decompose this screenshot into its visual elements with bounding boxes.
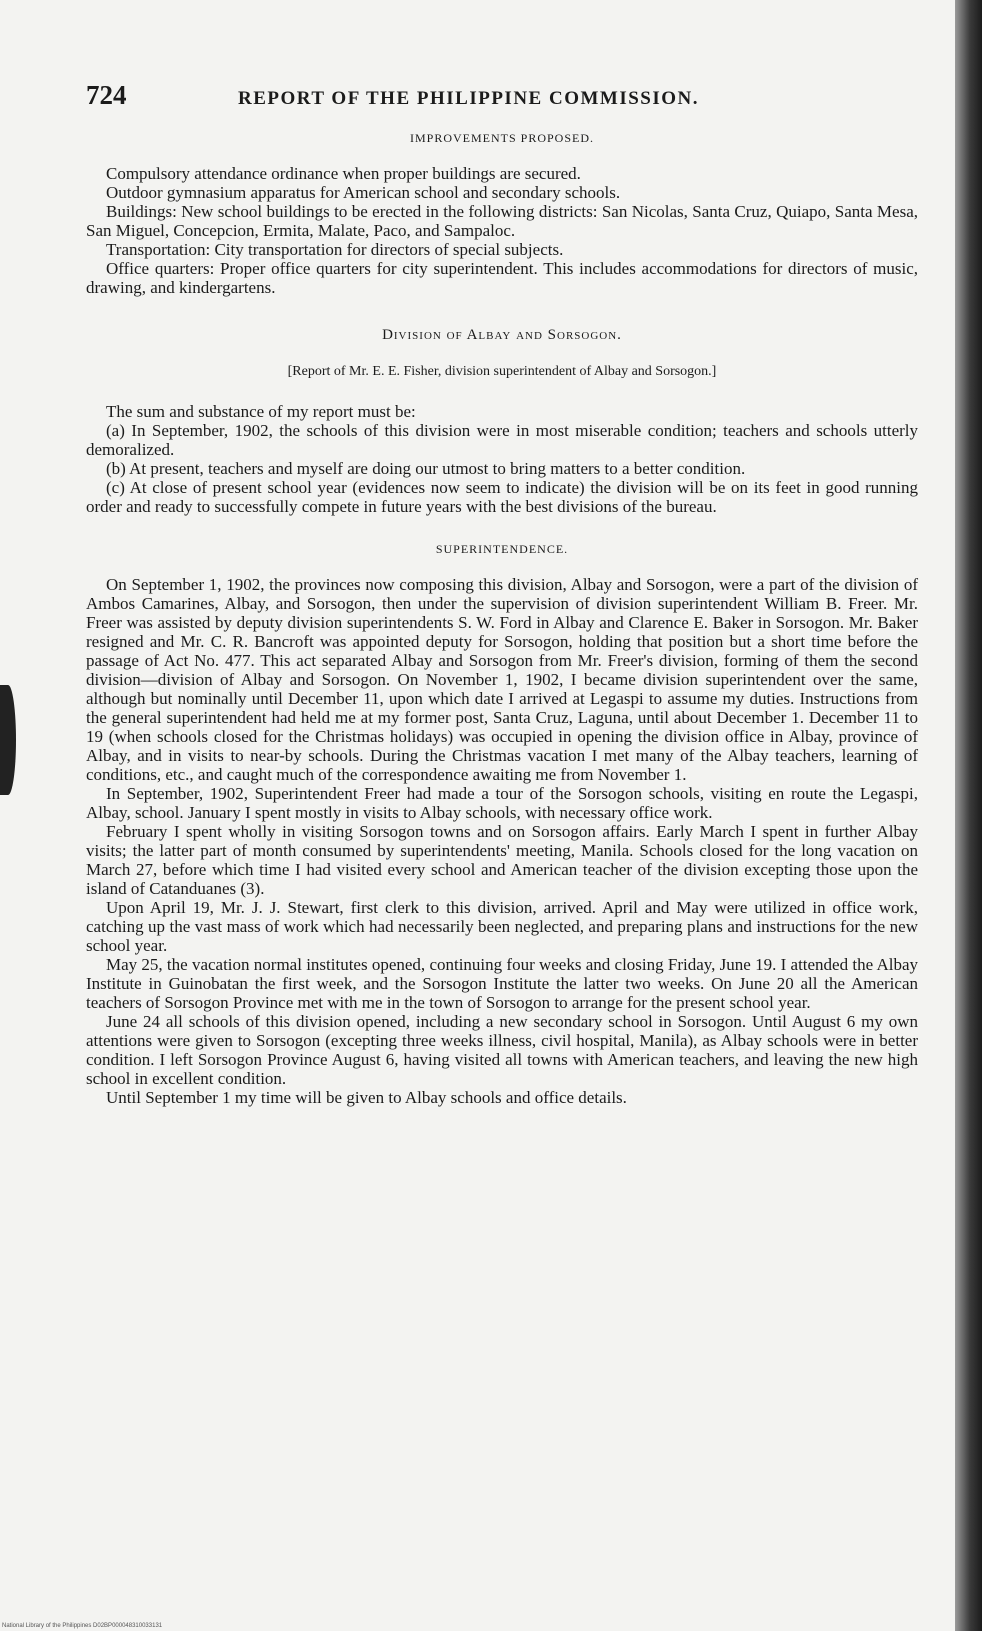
- report-byline: [Report of Mr. E. E. Fisher, division superintendent of Albay and Sorsogon.]: [287, 364, 717, 379]
- improvements-section: [86, 164, 918, 297]
- improvement-item: Transportation: City transportation for directors of special subjects.: [106, 240, 564, 259]
- improvements-title: IMPROVEMENTS PROPOSED.: [409, 131, 595, 145]
- summary-paragraph: (c) At close of present school year (evidences now seem to indicate) the division will be on its feet in good running order and ready to successfully compete in future years with the best divisions of the bureau.: [86, 478, 918, 516]
- scan-credit: National Library of the Philippines D02BP000048310033131: [2, 1623, 163, 1629]
- superintendence-section: [86, 575, 918, 1107]
- page-number: 724: [86, 80, 127, 110]
- summary-paragraph: (a) In September, 1902, the schools of this division were in most miserable condition; teachers and schools utterly demoralized.: [86, 421, 918, 459]
- summary-paragraph: (b) At present, teachers and myself are doing our utmost to bring matters to a better condition.: [106, 459, 746, 478]
- page-text: [86, 80, 918, 1107]
- body-paragraph: Until September 1 my time will be given to Albay schools and office details.: [106, 1088, 627, 1107]
- division-summary: [86, 402, 918, 516]
- division-title: Division of Albay and Sorsogon.: [382, 327, 622, 343]
- improvement-item: Outdoor gymnasium apparatus for American school and secondary schools.: [106, 183, 621, 202]
- superintendence-title: SUPERINTENDENCE.: [435, 542, 569, 556]
- body-paragraph: Upon April 19, Mr. J. J. Stewart, first clerk to this division, arrived. April and May were utilized in office work, catching up the vast mass of work which had necessarily been neglected, and preparing plans and instructions for the new school year.: [86, 898, 918, 955]
- improvement-item: Buildings: New school buildings to be erected in the following districts: San Nicolas, Santa Cruz, Quiapo, Santa Mesa, San Miguel, Concepcion, Ermita, Malate, Paco, and Sampaloc.: [86, 202, 918, 240]
- body-paragraph: May 25, the vacation normal institutes opened, continuing four weeks and closing Friday, June 19. I attended the Albay Institute in Guinobatan the first week, and the Sorsogon Institute the latter two weeks. On June 20 all the American teachers of Sorsogon Province met with me in the town of Sorsogon to arrange for the present school year.: [86, 955, 918, 1012]
- binding-shadow: [0, 685, 16, 795]
- body-paragraph: June 24 all schools of this division opened, including a new secondary school in Sorsogon. Until August 6 my own attentions were given to Sorsogon (excepting three weeks illness, civil hospital, Manila), as Albay schools were in better condition. I left Sorsogon Province August 6, having visited all towns with American teachers, and leaving the new high school in excellent condition.: [86, 1012, 918, 1088]
- body-paragraph: On September 1, 1902, the provinces now composing this division, Albay and Sorsogon, were a part of the division of Ambos Camarines, Albay, and Sorsogon, then under the supervision of division superintendent William B. Freer. Mr. Freer was assisted by deputy division superintendents S. W. Ford in Albay and Clarence E. Baker in Sorsogon. Mr. Baker resigned and Mr. C. R. Bancroft was appointed deputy for Sorsogon, holding that position but a short time before the passage of Act No. 477. This act separated Albay and Sorsogon from Mr. Freer's division, forming of them the second division—division of Albay and Sorsogon. On November 1, 1902, I became division superintendent over the same, although but nominally until December 11, upon which date I arrived at Legaspi to assume my duties. Instructions from the general superintendent had held me at my former post, Santa Cruz, Laguna, until about December 1. December 11 to 19 (when schools closed for the Christmas holidays) was occupied in opening the division office in Albay, province of Albay, and in visits to near-by schools. During the Christmas vacation I met many of the Albay teachers, learning of conditions, etc., and caught much of the correspondence awaiting me from November 1.: [86, 575, 918, 784]
- running-head: REPORT OF THE PHILIPPINE COMMISSION.: [238, 88, 700, 109]
- summary-paragraph: The sum and substance of my report must be:: [106, 402, 416, 421]
- improvement-item: Compulsory attendance ordinance when proper buildings are secured.: [106, 164, 581, 183]
- body-paragraph: In September, 1902, Superintendent Freer had made a tour of the Sorsogon schools, visiting en route the Legaspi, Albay, school. January I spent mostly in visits to Albay schools, with necessary office work.: [86, 784, 918, 822]
- body-paragraph: February I spent wholly in visiting Sorsogon towns and on Sorsogon affairs. Early March I spent in further Albay visits; the latter part of month consumed by superintendents' meeting, Manila. Schools closed for the long vacation on March 27, before which time I had visited every school and American teacher of the division excepting those upon the island of Catanduanes (3).: [86, 822, 918, 898]
- improvement-item: Office quarters: Proper office quarters for city superintendent. This includes accommodations for directors of music, drawing, and kindergartens.: [86, 259, 918, 297]
- page-header: [86, 80, 918, 111]
- page-edge: [955, 0, 982, 1631]
